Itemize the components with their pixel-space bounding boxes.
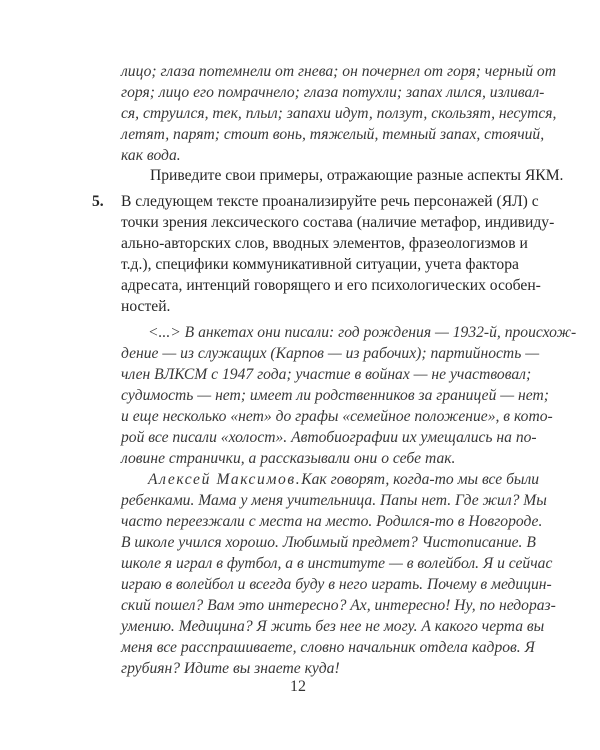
maksimov-line: меня все расспрашиваете, словно начальник отдела кадров. Я (121, 639, 535, 656)
task-line: точки зрения лексического состава (наличие метафор, индивиду- (121, 214, 555, 231)
maksimov-line: играю в волейбол и всегда буду в него играть. Почему в медицин- (121, 576, 552, 593)
speaker-name: Алексей Максимов. (148, 471, 302, 488)
maksimov-line: грубиян? Идите вы знаете куда! (121, 660, 340, 677)
maksimov-line: ский пошел? Вам это интересно? Ах, интересно! Ну, по недораз- (121, 597, 556, 614)
excerpt-line: <...> В анкетах они писали: год рождения — 1932-й, происхож- (148, 324, 577, 341)
intro-line: лицо; глаза потемнели от гнева; он почернел от горя; черный от (121, 63, 556, 80)
intro-line: горя; лицо его помрачнело; глаза потухли; запах лился, изливал- (121, 84, 545, 101)
instruction-text: Приведите свои примеры, отражающие разные аспекты ЯКМ. (150, 167, 564, 184)
excerpt-line: судимость — нет; имеет ли родственников за границей — нет; (121, 387, 549, 404)
excerpt-line: рой все писали «холост». Автобиографии их умещались на по- (121, 429, 537, 446)
task-line: В следующем тексте проанализируйте речь персонажей (ЯЛ) с (121, 193, 539, 210)
intro-line: летят, парят; стоит вонь, тяжелый, темный запах, стоячий, (121, 126, 545, 143)
page-number: 12 (290, 678, 306, 695)
intro-line: ся, струился, тек, плыл; запахи идут, ползут, скользят, несутся, (121, 105, 557, 122)
maksimov-line: умению. Медицина? Я жить без нее не могу. А какого черта вы (121, 618, 545, 635)
task-number: 5. (92, 193, 104, 210)
intro-line: как вода. (121, 147, 181, 164)
task-line: т.д.), специфики коммуникативной ситуации, учета фактора (121, 256, 519, 273)
excerpt-line: и еще несколько «нет» до графы «семейное положение», в кото- (121, 408, 553, 425)
maksimov-first-line (148, 470, 540, 490)
task-line: адресата, интенций говорящего и его психологических особен- (121, 277, 541, 294)
maksimov-line: В школе учился хорошо. Любимый предмет? Чистописание. В (121, 534, 536, 551)
excerpt-line: ловине странички, а рассказывали они о себе так. (121, 450, 456, 467)
excerpt-line: дение — из служащих (Карпов — из рабочих); партийность — (121, 345, 540, 362)
maksimov-line: школе я играл в футбол, а в институте — в волейбол. Я и сейчас (121, 555, 553, 572)
task-line: ально-авторских слов, вводных элементов, фразеологизмов и (121, 235, 528, 252)
excerpt-line: член ВЛКСМ с 1947 года; участие в войнах — не участвовал; (121, 366, 532, 383)
speech-text: Как говорят, когда-то мы все были (301, 471, 540, 488)
maksimov-line: ребенками. Мама у меня учительница. Папы нет. Где жил? Мы (121, 492, 547, 509)
task-line: ностей. (121, 298, 171, 315)
maksimov-line: часто переезжали с места на место. Родился-то в Новгороде. (121, 513, 543, 530)
